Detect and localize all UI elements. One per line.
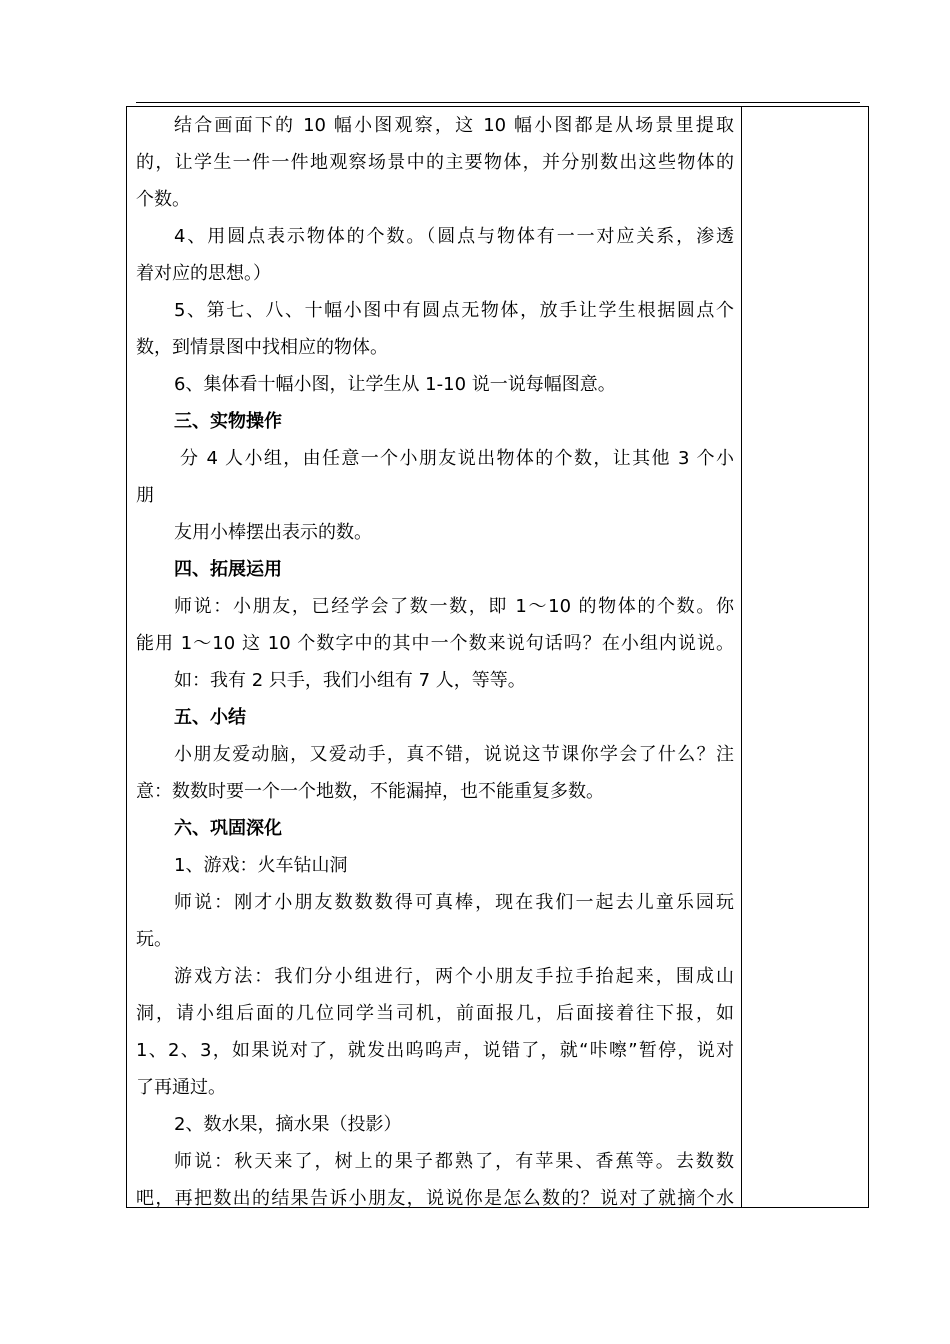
paragraph-line: 2、数水果，摘水果（投影） (174, 1114, 402, 1135)
paragraph-line: 1、2、3，如果说对了，就发出呜呜声，说错了，就“咔嚓”暂停，说对 (136, 1040, 734, 1061)
paragraph-line: 4、用圆点表示物体的个数。（圆点与物体有一一对应关系，渗透 (174, 226, 734, 247)
paragraph-line: 友用小棒摆出表示的数。 (174, 522, 372, 543)
paragraph-line: 游戏方法：我们分小组进行，两个小朋友手拉手抬起来，围成山 (174, 966, 734, 987)
section-heading-practice: 三、实物操作 (174, 411, 282, 432)
section-heading-extension: 四、拓展运用 (174, 559, 282, 580)
section-heading-consolidation: 六、巩固深化 (174, 818, 282, 839)
paragraph-line: 师说：小朋友，已经学会了数一数，即 1～10 的物体的个数。你 (174, 596, 734, 617)
paragraph-line: 个数。 (136, 189, 190, 210)
paragraph-line: 师说：刚才小朋友数数数得可真棒，现在我们一起去儿童乐园玩 (174, 892, 734, 913)
paragraph-line: 意：数数时要一个一个地数，不能漏掉，也不能重复多数。 (136, 781, 604, 802)
paragraph-line: 如：我有 2 只手，我们小组有 7 人，等等。 (174, 670, 526, 691)
paragraph-line: 洞，请小组后面的几位同学当司机，前面报几，后面接着往下报，如 (136, 1003, 734, 1024)
paragraph-line: 了再通过。 (136, 1077, 226, 1098)
paragraph-line: 5、第七、八、十幅小图中有圆点无物体，放手让学生根据圆点个 (174, 300, 734, 321)
paragraph-line: 师说：秋天来了，树上的果子都熟了，有苹果、香蕉等。去数数 (174, 1151, 734, 1172)
paragraph-line: 1、游戏：火车钻山洞 (174, 855, 348, 876)
header-rule (136, 102, 860, 103)
paragraph-line: 分 4 人小组，由任意一个小朋友说出物体的个数，让其他 3 个小 (180, 448, 734, 469)
paragraph-line: 数，到情景图中找相应的物体。 (136, 337, 388, 358)
paragraph-line: 朋 (136, 485, 154, 506)
remarks-cell (742, 107, 868, 1207)
section-heading-summary: 五、小结 (174, 707, 246, 728)
lesson-plan-table (126, 106, 869, 1208)
paragraph-line: 玩。 (136, 929, 172, 950)
paragraph-line: 能用 1～10 这 10 个数字中的其中一个数来说句话吗？在小组内说说。 (136, 633, 734, 654)
lesson-content-cell (136, 107, 734, 1207)
paragraph-line: 小朋友爱动脑，又爱动手，真不错，说说这节课你学会了什么？注 (174, 744, 734, 765)
paragraph-line: 结合画面下的 10 幅小图观察，这 10 幅小图都是从场景里提取 (174, 115, 734, 136)
paragraph-line: 的，让学生一件一件地观察场景中的主要物体，并分别数出这些物体的 (136, 152, 734, 173)
paragraph-line: 6、集体看十幅小图，让学生从 1-10 说一说每幅图意。 (174, 374, 616, 395)
paragraph-line: 着对应的思想。） (136, 263, 271, 284)
paragraph-line: 吧，再把数出的结果告诉小朋友，说说你是怎么数的？说对了就摘个水 (136, 1188, 734, 1207)
